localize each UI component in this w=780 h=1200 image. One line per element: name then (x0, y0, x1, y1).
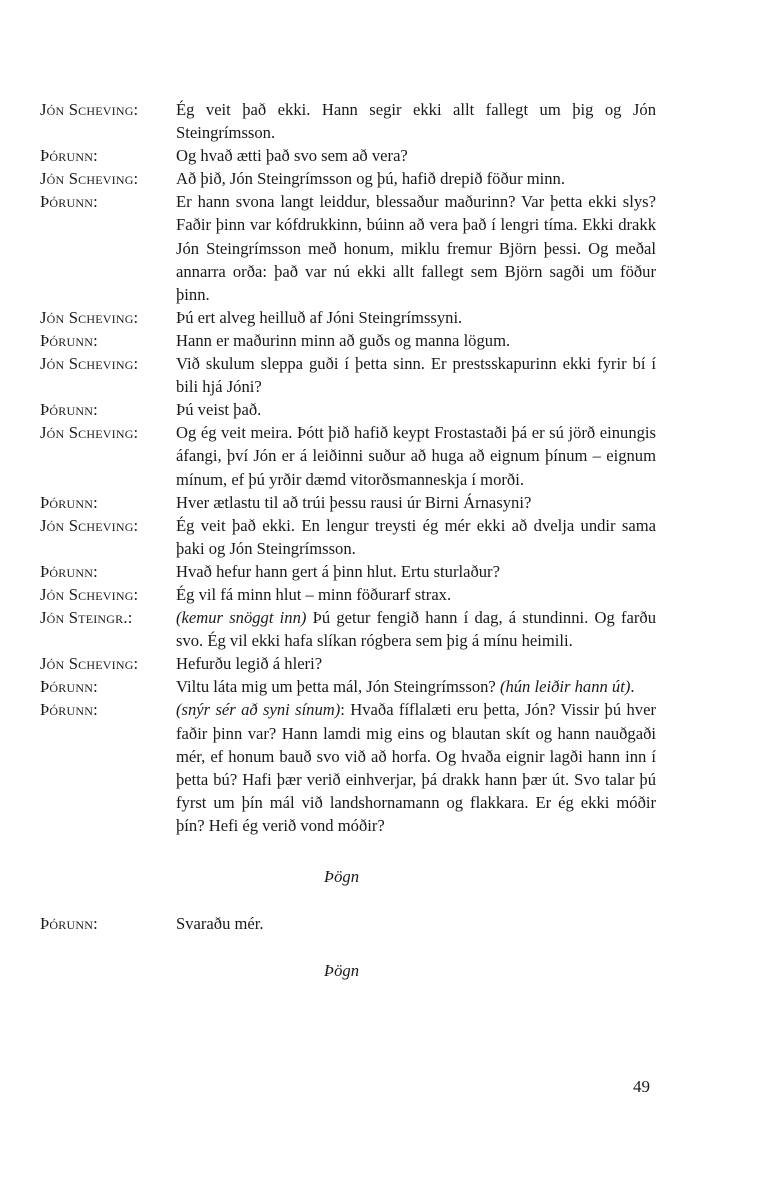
speech-text (176, 514, 656, 560)
speech-text (176, 306, 656, 329)
speaker-name: Jón Scheving: (40, 307, 139, 327)
speaker-name: Þórunn: (40, 914, 98, 933)
speaker-name: Jón Scheving: (40, 100, 139, 119)
stage-direction-inline: (hún leiðir hann út) (499, 677, 631, 697)
speech-fragment: Ég veit það ekki. Hann segir ekki allt fallegt um þig og Jón Steingrímsson. (176, 100, 656, 143)
speech-fragment: : Hvaða fíflalæti eru þetta, Jón? Vissir þú hver faðir þinn var? Hann lamdi mig eins og blautan skít og hann nauðgaði mér, ef honum bauð svo við að horfa. Og hvaða eignir lagði hann inn í þetta bú? Hafi þær verið einhverjar, þá drakk hann þær út. Svo talar þú fyrst um þín mál við landshornamann og flakkara. Er ég ekki móðir þín? Hefi ég verið vond móðir? (176, 700, 656, 835)
dialogue-line (40, 421, 656, 490)
speech-fragment: Ég vil fá minn hlut – minn föðurarf strax. (176, 584, 452, 604)
dialogue-line (40, 606, 656, 652)
speaker-name: Jón Scheving: (40, 169, 139, 189)
dialogue-line (40, 329, 656, 352)
speech-text (176, 583, 656, 606)
speaker-name: Þórunn: (40, 330, 98, 350)
stage-direction-inline: (kemur snöggt inn) (176, 608, 307, 628)
dialogue-line (40, 698, 656, 837)
speech-text (176, 144, 656, 167)
speech-fragment: Hver ætlastu til að trúi þessu rausi úr Birni Árnasyni? (176, 492, 532, 512)
speech-fragment: Hann er maðurinn minn að guðs og manna lögum. (176, 330, 511, 350)
play-script-page (40, 98, 656, 982)
speech-fragment: Hvað hefur hann gert á þinn hlut. Ertu sturlaður? (176, 561, 500, 581)
dialogue-line (40, 583, 656, 606)
dialogue-line (40, 398, 656, 421)
speaker-name: Jón Scheving: (40, 654, 139, 674)
speech-text (176, 606, 656, 652)
speech-fragment: Að þið, Jón Steingrímsson og þú, hafið drepið föður minn. (176, 169, 566, 189)
speech-text (176, 675, 656, 698)
speech-fragment: . (630, 677, 635, 697)
speech-fragment: Og hvað ætti það svo sem að vera? (176, 146, 408, 166)
speech-fragment: Við skulum sleppa guði í þetta sinn. Er prestsskapurinn ekki fyrir bí í bili hjá Jóni? (176, 354, 656, 397)
speaker-name: Þórunn: (40, 677, 98, 697)
speech-text (176, 491, 656, 514)
speaker-name: Þórunn: (40, 192, 98, 212)
dialogue-line (40, 167, 656, 190)
dialogue-line (40, 352, 656, 398)
dialogue-line-final (40, 912, 656, 935)
speaker-name: Þórunn: (40, 700, 98, 720)
speech-text: Svaraðu mér. (176, 914, 264, 933)
speech-text (176, 560, 656, 583)
speech-text (176, 698, 656, 837)
speech-text (176, 398, 656, 421)
speech-text (176, 190, 656, 305)
stage-direction-silence-1: Þögn (324, 867, 360, 886)
speech-fragment: Er hann svona langt leiddur, blessaður maðurinn? Var þetta ekki slys? Faðir þinn var kófdrukkinn, búinn að vera það í lengri tíma. Ekki drakk Jón Steingrímsson með honum, miklu fremur Björn þessi. Og meðal annarra orða: það var nú ekki allt fallegt sem Björn sagði um föður þinn. (176, 192, 656, 304)
dialogue-line (40, 190, 656, 305)
stage-direction-silence-2: Þögn (324, 961, 360, 981)
speech-text (176, 329, 656, 352)
dialogue-line (40, 675, 656, 698)
speech-text (176, 421, 656, 490)
speaker-name: Jón Scheving: (40, 423, 139, 443)
dialogue-line (40, 491, 656, 514)
speaker-name: Þórunn: (40, 561, 98, 581)
dialogue-line (40, 144, 656, 167)
dialogue-line (40, 560, 656, 583)
dialogue-line (40, 306, 656, 329)
dialogue-block (40, 98, 656, 837)
dialogue-line (40, 652, 656, 675)
speech-fragment: Þú getur fengið hann í dag, á stundinni. Og farðu svo. Ég vil ekki hafa slíkan rógbera sem þig á mínu heimili. (176, 608, 656, 651)
speaker-name: Þórunn: (40, 492, 98, 512)
speech-text (176, 652, 656, 675)
dialogue-line (40, 98, 656, 144)
speaker-name: Jón Scheving: (40, 515, 139, 535)
speaker-name: Þórunn: (40, 400, 98, 420)
page-number: 49 (633, 1077, 650, 1096)
speaker-name: Jón Steingr.: (40, 608, 133, 628)
dialogue-line (40, 514, 656, 560)
speaker-name: Jón Scheving: (40, 354, 139, 374)
stage-direction-inline: (snýr sér að syni sínum) (176, 700, 341, 720)
speech-fragment: Og ég veit meira. Þótt þið hafið keypt Frostastaði þá er sú jörð einungis áfangi, því Jón er á leiðinni suður að huga að eignum þínum – eignum mínum, ef þú yrðir dæmd vitorðsmanneskja í morði. (176, 423, 656, 489)
speaker-name: Jón Scheving: (40, 584, 139, 604)
speech-text (176, 352, 656, 398)
speaker-name: Þórunn: (40, 146, 98, 166)
speech-fragment: Hefurðu legið á hleri? (176, 654, 323, 674)
speech-fragment: Þú ert alveg heilluð af Jóni Steingrímssyni. (176, 307, 463, 327)
speech-text (176, 98, 656, 144)
speech-text (176, 167, 656, 190)
speech-fragment: Þú veist það. (176, 400, 262, 420)
speech-fragment: Ég veit það ekki. En lengur treysti ég mér ekki að dvelja undir sama þaki og Jón Steingrímsson. (176, 515, 656, 558)
speech-fragment: Viltu láta mig um þetta mál, Jón Steingrímsson? (176, 677, 500, 697)
